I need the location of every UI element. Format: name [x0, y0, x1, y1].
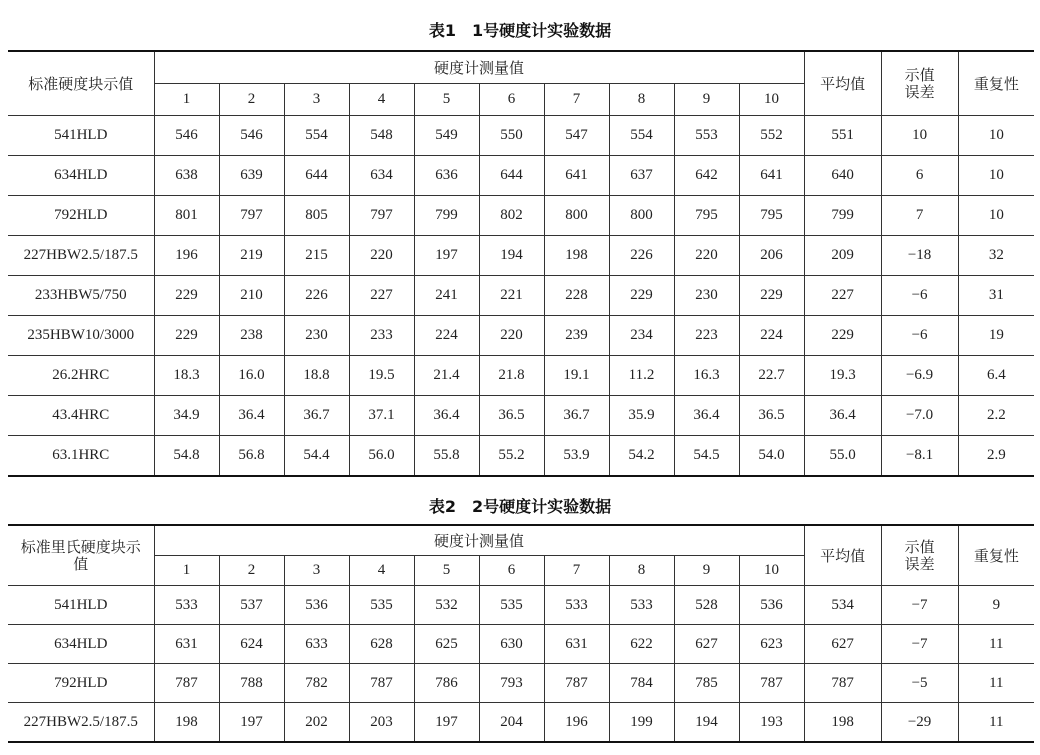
table1-header-row: [8, 51, 1034, 84]
table2-cell-value: 787: [544, 664, 609, 703]
table1-cell-average: 799: [804, 196, 881, 236]
table2-cell-value: 533: [544, 586, 609, 625]
table2-header-error: 示值误差: [881, 525, 958, 586]
table1-cell-value: 797: [219, 196, 284, 236]
table1-cell-value: 226: [609, 236, 674, 276]
table2-cell-value: 787: [349, 664, 414, 703]
table1-cell-value: 801: [154, 196, 219, 236]
table1-cell-value: 638: [154, 156, 219, 196]
table2-cell-value: 628: [349, 625, 414, 664]
table2-header-index: 10: [739, 556, 804, 586]
table1-cell-standard: 233HBW5/750: [8, 276, 154, 316]
table2-header-index: 8: [609, 556, 674, 586]
table1-cell-value: 56.0: [349, 436, 414, 477]
table1-cell-average: 551: [804, 116, 881, 156]
table1-cell-average: 209: [804, 236, 881, 276]
table2-header-measured: 硬度计测量值: [154, 525, 804, 556]
table1-cell-repeatability: 2.9: [958, 436, 1034, 477]
table1-row: [8, 356, 1034, 396]
table2-header-index: 7: [544, 556, 609, 586]
table2-cell-value: 197: [219, 703, 284, 743]
table2-cell-value: 625: [414, 625, 479, 664]
table1-cell-value: 54.2: [609, 436, 674, 477]
table2-cell-value: 203: [349, 703, 414, 743]
table2-cell-value: 631: [154, 625, 219, 664]
table1-cell-average: 36.4: [804, 396, 881, 436]
table2-cell-standard: 227HBW2.5/187.5: [8, 703, 154, 743]
table1-row: [8, 236, 1034, 276]
table2-cell-value: 535: [349, 586, 414, 625]
table2-header-repeatability: 重复性: [958, 525, 1034, 586]
table2-cell-value: 199: [609, 703, 674, 743]
table1-row: [8, 396, 1034, 436]
table1-cell-value: 56.8: [219, 436, 284, 477]
table2-cell-value: 536: [284, 586, 349, 625]
table1-cell-value: 36.4: [674, 396, 739, 436]
table1-cell-standard: 235HBW10/3000: [8, 316, 154, 356]
table1-cell-value: 552: [739, 116, 804, 156]
table1-cell-value: 641: [739, 156, 804, 196]
table1-cell-value: 224: [414, 316, 479, 356]
table2-cell-value: 630: [479, 625, 544, 664]
table1-cell-value: 234: [609, 316, 674, 356]
table1-cell-average: 55.0: [804, 436, 881, 477]
table2-cell-value: 533: [609, 586, 674, 625]
table1-cell-error: −7.0: [881, 396, 958, 436]
table1: [8, 50, 1034, 477]
table1-cell-value: 36.4: [414, 396, 479, 436]
table1-cell-value: 224: [739, 316, 804, 356]
table1-cell-error: 7: [881, 196, 958, 236]
table1-header-index: 4: [349, 84, 414, 116]
table1-row: [8, 156, 1034, 196]
table1-cell-value: 554: [609, 116, 674, 156]
table1-cell-value: 220: [479, 316, 544, 356]
table2-cell-value: 627: [674, 625, 739, 664]
table1-cell-value: 637: [609, 156, 674, 196]
table1-cell-value: 196: [154, 236, 219, 276]
table2-header-standard: 标准里氏硬度块示值: [8, 525, 154, 586]
table1-cell-value: 54.0: [739, 436, 804, 477]
table2-cell-value: 633: [284, 625, 349, 664]
table1-header-index: 10: [739, 84, 804, 116]
table1-cell-value: 37.1: [349, 396, 414, 436]
table1-cell-value: 639: [219, 156, 284, 196]
table1-cell-value: 802: [479, 196, 544, 236]
table2-cell-value: 197: [414, 703, 479, 743]
table1-cell-repeatability: 10: [958, 156, 1034, 196]
table1-cell-value: 220: [349, 236, 414, 276]
table2-cell-value: 533: [154, 586, 219, 625]
table1-cell-value: 198: [544, 236, 609, 276]
table2-cell-value: 623: [739, 625, 804, 664]
table2-row: [8, 703, 1034, 743]
table2-caption: 表2 2号硬度计实验数据: [428, 497, 612, 516]
table1-cell-value: 548: [349, 116, 414, 156]
table1-header-error: 示值误差: [881, 51, 958, 116]
table1-cell-value: 238: [219, 316, 284, 356]
table2: [8, 524, 1034, 743]
table1-cell-value: 644: [479, 156, 544, 196]
table1-cell-repeatability: 31: [958, 276, 1034, 316]
table1-cell-repeatability: 2.2: [958, 396, 1034, 436]
table1-cell-value: 553: [674, 116, 739, 156]
table1-cell-value: 233: [349, 316, 414, 356]
table1-cell-value: 16.3: [674, 356, 739, 396]
table2-cell-value: 202: [284, 703, 349, 743]
table1-cell-value: 21.8: [479, 356, 544, 396]
table1-cell-value: 54.4: [284, 436, 349, 477]
table1-cell-standard: 634HLD: [8, 156, 154, 196]
table1-header-average: 平均值: [804, 51, 881, 116]
table1-header-measured: 硬度计测量值: [154, 51, 804, 84]
table1-cell-value: 36.5: [739, 396, 804, 436]
table1-cell-value: 210: [219, 276, 284, 316]
table1-cell-value: 55.8: [414, 436, 479, 477]
table1-header-index: 1: [154, 84, 219, 116]
table1-cell-standard: 63.1HRC: [8, 436, 154, 477]
table1-cell-value: 54.5: [674, 436, 739, 477]
table1-cell-value: 795: [674, 196, 739, 236]
table1-cell-value: 215: [284, 236, 349, 276]
table2-cell-value: 528: [674, 586, 739, 625]
table1-cell-value: 55.2: [479, 436, 544, 477]
table2-cell-value: 782: [284, 664, 349, 703]
table1-cell-average: 229: [804, 316, 881, 356]
table1-cell-standard: 541HLD: [8, 116, 154, 156]
table1-cell-value: 634: [349, 156, 414, 196]
table1-cell-value: 229: [739, 276, 804, 316]
table1-cell-value: 219: [219, 236, 284, 276]
table1-cell-error: 10: [881, 116, 958, 156]
table2-cell-error: −7: [881, 586, 958, 625]
table2-cell-repeatability: 11: [958, 625, 1034, 664]
table2-cell-standard: 541HLD: [8, 586, 154, 625]
table2-cell-value: 532: [414, 586, 479, 625]
table2-cell-repeatability: 11: [958, 703, 1034, 743]
table1-cell-value: 223: [674, 316, 739, 356]
table1-row: [8, 436, 1034, 477]
table2-header-index: 1: [154, 556, 219, 586]
table2-cell-value: 535: [479, 586, 544, 625]
table1-cell-value: 19.5: [349, 356, 414, 396]
table1-cell-value: 18.8: [284, 356, 349, 396]
table1-cell-value: 799: [414, 196, 479, 236]
table1-header-standard: 标准硬度块示值: [8, 51, 154, 116]
table1-header-index: 6: [479, 84, 544, 116]
table2-cell-value: 622: [609, 625, 674, 664]
table1-cell-value: 239: [544, 316, 609, 356]
table1-cell-value: 797: [349, 196, 414, 236]
table1-cell-repeatability: 32: [958, 236, 1034, 276]
table1-row: [8, 116, 1034, 156]
table1-cell-value: 800: [609, 196, 674, 236]
table1-header-index: 3: [284, 84, 349, 116]
table1-cell-value: 800: [544, 196, 609, 236]
table1-row: [8, 196, 1034, 236]
table2-cell-value: 198: [154, 703, 219, 743]
table2-header-index: 3: [284, 556, 349, 586]
table2-cell-average: 198: [804, 703, 881, 743]
table1-cell-value: 230: [674, 276, 739, 316]
table1-cell-error: −8.1: [881, 436, 958, 477]
table1-row: [8, 276, 1034, 316]
table2-cell-repeatability: 11: [958, 664, 1034, 703]
table1-cell-value: 11.2: [609, 356, 674, 396]
table1-header-index: 2: [219, 84, 284, 116]
table1-cell-value: 550: [479, 116, 544, 156]
table1-cell-value: 241: [414, 276, 479, 316]
table1-cell-value: 554: [284, 116, 349, 156]
table2-cell-value: 537: [219, 586, 284, 625]
table1-cell-error: −6: [881, 276, 958, 316]
table1-cell-value: 22.7: [739, 356, 804, 396]
table1-cell-average: 640: [804, 156, 881, 196]
table1-cell-value: 546: [219, 116, 284, 156]
table1-cell-value: 229: [154, 276, 219, 316]
table2-cell-value: 784: [609, 664, 674, 703]
table1-cell-value: 194: [479, 236, 544, 276]
table1-cell-repeatability: 10: [958, 116, 1034, 156]
table2-cell-standard: 792HLD: [8, 664, 154, 703]
table1-header-index: 7: [544, 84, 609, 116]
table1-cell-repeatability: 19: [958, 316, 1034, 356]
table2-cell-error: −5: [881, 664, 958, 703]
table2-cell-standard: 634HLD: [8, 625, 154, 664]
table1-header-repeatability: 重复性: [958, 51, 1034, 116]
table1-cell-value: 34.9: [154, 396, 219, 436]
table1-cell-value: 644: [284, 156, 349, 196]
table1-cell-average: 227: [804, 276, 881, 316]
table1-cell-value: 229: [154, 316, 219, 356]
table1-cell-error: −18: [881, 236, 958, 276]
table2-row: [8, 664, 1034, 703]
table1-cell-value: 19.1: [544, 356, 609, 396]
table1-cell-value: 642: [674, 156, 739, 196]
table2-cell-average: 627: [804, 625, 881, 664]
table1-cell-value: 227: [349, 276, 414, 316]
table1-cell-value: 546: [154, 116, 219, 156]
table2-row: [8, 625, 1034, 664]
table2-header-index: 5: [414, 556, 479, 586]
table1-cell-value: 229: [609, 276, 674, 316]
table1-cell-value: 54.8: [154, 436, 219, 477]
table2-cell-value: 786: [414, 664, 479, 703]
table2-cell-value: 631: [544, 625, 609, 664]
table2-cell-value: 793: [479, 664, 544, 703]
table1-cell-standard: 26.2HRC: [8, 356, 154, 396]
table2-cell-repeatability: 9: [958, 586, 1034, 625]
table2-header-index: 9: [674, 556, 739, 586]
table2-cell-value: 787: [739, 664, 804, 703]
table1-cell-value: 36.5: [479, 396, 544, 436]
table1-row: [8, 316, 1034, 356]
table1-cell-value: 18.3: [154, 356, 219, 396]
table2-header-average: 平均值: [804, 525, 881, 586]
table2-cell-average: 534: [804, 586, 881, 625]
table2-cell-value: 536: [739, 586, 804, 625]
table2-header-index: 2: [219, 556, 284, 586]
table2-cell-value: 624: [219, 625, 284, 664]
table1-cell-value: 547: [544, 116, 609, 156]
table1-cell-average: 19.3: [804, 356, 881, 396]
table2-header-index: 4: [349, 556, 414, 586]
table2-cell-value: 196: [544, 703, 609, 743]
table2-header-row: [8, 525, 1034, 556]
table1-cell-value: 220: [674, 236, 739, 276]
table1-cell-value: 206: [739, 236, 804, 276]
table1-header-index: 9: [674, 84, 739, 116]
table2-row: [8, 586, 1034, 625]
table1-cell-value: 36.7: [284, 396, 349, 436]
table1-cell-standard: 43.4HRC: [8, 396, 154, 436]
table1-cell-value: 21.4: [414, 356, 479, 396]
table1-cell-value: 16.0: [219, 356, 284, 396]
table1-header-index: 8: [609, 84, 674, 116]
table2-cell-error: −29: [881, 703, 958, 743]
table1-cell-value: 549: [414, 116, 479, 156]
table1-cell-standard: 792HLD: [8, 196, 154, 236]
table1-cell-value: 805: [284, 196, 349, 236]
table1-cell-value: 36.4: [219, 396, 284, 436]
table2-cell-value: 193: [739, 703, 804, 743]
table2-cell-value: 204: [479, 703, 544, 743]
table1-cell-error: −6.9: [881, 356, 958, 396]
table1-header-index: 5: [414, 84, 479, 116]
table1-cell-value: 53.9: [544, 436, 609, 477]
table1-cell-value: 221: [479, 276, 544, 316]
table1-cell-error: −6: [881, 316, 958, 356]
table2-cell-value: 785: [674, 664, 739, 703]
table2-cell-average: 787: [804, 664, 881, 703]
table1-cell-value: 636: [414, 156, 479, 196]
table1-cell-repeatability: 10: [958, 196, 1034, 236]
table1-cell-error: 6: [881, 156, 958, 196]
table2-cell-error: −7: [881, 625, 958, 664]
table1-cell-repeatability: 6.4: [958, 356, 1034, 396]
table2-header-index: 6: [479, 556, 544, 586]
table1-cell-value: 228: [544, 276, 609, 316]
table1-cell-value: 226: [284, 276, 349, 316]
table1-cell-value: 36.7: [544, 396, 609, 436]
table1-cell-value: 197: [414, 236, 479, 276]
table2-cell-value: 787: [154, 664, 219, 703]
table1-cell-value: 795: [739, 196, 804, 236]
table2-cell-value: 788: [219, 664, 284, 703]
table1-cell-value: 35.9: [609, 396, 674, 436]
table1-cell-value: 641: [544, 156, 609, 196]
table2-cell-value: 194: [674, 703, 739, 743]
table1-caption: 表1 1号硬度计实验数据: [428, 21, 612, 40]
table1-cell-standard: 227HBW2.5/187.5: [8, 236, 154, 276]
table1-cell-value: 230: [284, 316, 349, 356]
